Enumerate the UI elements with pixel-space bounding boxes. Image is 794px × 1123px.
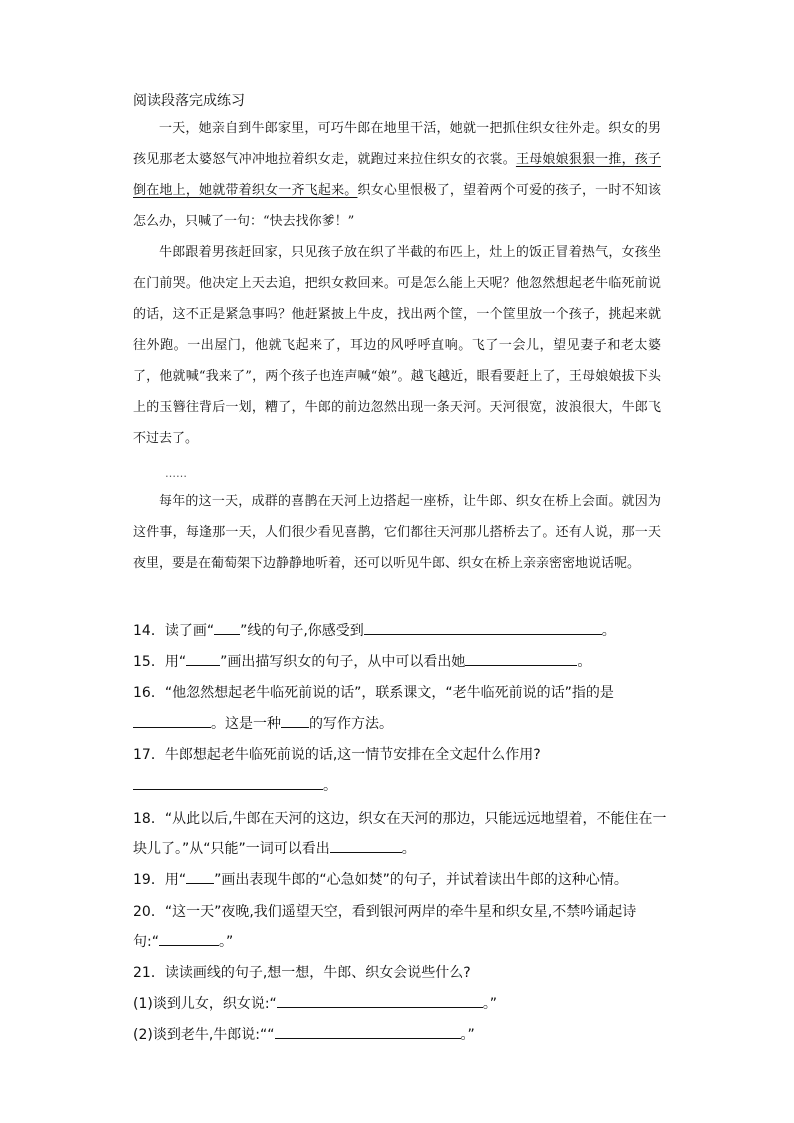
q21-sub2-blank[interactable]: [275, 1024, 461, 1039]
q14-blank-1[interactable]: [214, 620, 240, 635]
question-18-line-1: 18．“从此以后,牛郎在天河的这边，织女在天河的那边，只能远远地望着，不能住在一: [133, 811, 667, 827]
q16-blank-2[interactable]: [281, 713, 309, 728]
q21-sub1-text-c: 。”: [482, 996, 498, 1012]
q20-text-a: 句:“: [133, 934, 159, 950]
q15-blank-2[interactable]: [465, 651, 577, 666]
question-17-line-2: [133, 775, 337, 795]
question-21-line-1: 21．读读画线的句子,想一想，牛郎、织女会说些什么?: [133, 965, 471, 981]
q17-blank[interactable]: [133, 775, 323, 790]
q20-blank[interactable]: [159, 931, 219, 946]
question-14: [133, 620, 616, 640]
passage-paragraph-3: 每年的这一天，成群的喜鹊在天河上边搭起一座桥，让牛郎、织女在桥上会面。就因为这件事，每逢那一天，人们很少看见喜鹊，它们都往天河那儿搭桥去了。还有人说，那一天夜里，要是在葡萄架下边静静地听着，还可以听见牛郎、织女在桥上亲亲密密地说话呢。: [133, 494, 661, 571]
q20-text-c: 。”: [218, 934, 234, 950]
q19-blank[interactable]: [186, 869, 214, 884]
q18-text-a: 块儿了。”从“只能”一词可以看出: [133, 841, 330, 857]
question-15: [133, 651, 591, 671]
question-17-line-1: 17．牛郎想起老牛临死前说的话,这一情节安排在全文起什么作用?: [133, 747, 541, 763]
q14-text-b: ”线的句子,你感受到: [240, 623, 364, 639]
ellipsis: ……: [165, 467, 187, 480]
q14-text-c: 。: [601, 623, 616, 639]
q16-text-b: 。这是一种: [211, 716, 281, 732]
question-20-line-2: [133, 931, 233, 951]
q21-sub2-text-a: (2)谈到老牛,牛郎说:““: [133, 1027, 275, 1043]
q18-text-c: 。: [401, 841, 416, 857]
q16-blank-1[interactable]: [133, 713, 211, 728]
question-21-sub-1: [133, 993, 497, 1013]
q15-text-a: 15．用“: [133, 654, 187, 670]
q18-blank[interactable]: [330, 838, 402, 853]
q14-blank-2[interactable]: [364, 620, 602, 635]
q15-blank-1[interactable]: [186, 651, 220, 666]
q19-text-b: ”画出表现牛郎的“心急如焚”的句子，并试着读出牛郎的这种心情。: [214, 872, 628, 888]
q14-text-a: 14．读了画“: [133, 623, 215, 639]
q19-text-a: 19．用“: [133, 872, 187, 888]
underlined-sentence: 王母娘娘狠狠一推，孩子倒在地上，她就带着织女一齐飞起来。: [133, 152, 661, 198]
passage-paragraph-2: 牛郎跟着男孩赶回家，只见孩子放在织了半截的布匹上，灶上的饭正冒着热气，女孩坐在门前哭。他决定上天去追，把织女救回来。可是怎么能上天呢？他忽然想起老牛临死前说的话，这不正是紧急事吗？他赶紧披上牛皮，找出两个筐，一个筐里放一个孩子，挑起来就往外跑。一出屋门，他就飞起来了，耳边的风呼呼直响。飞了一会儿，望见妻子和老太婆了，他就喊“我来了”，两个孩子也连声喊“娘”。越飞越近，眼看要赶上了，王母娘娘拔下头上的玉簪往背后一划，糟了，牛郎的前边忽然出现一条天河。天河很宽，波浪很大，牛郎飞不过去了。: [133, 245, 661, 446]
passage-paragraph-1: [133, 113, 661, 237]
question-21-sub-2: [133, 1024, 475, 1044]
question-16-line-1: 16．“他忽然想起老牛临死前说的话”，联系课文，“老牛临死前说的话”指的是: [133, 685, 614, 701]
q15-text-b: ”画出描写织女的句子，从中可以看出她: [220, 654, 466, 670]
question-18-line-2: [133, 838, 416, 858]
question-20-line-1: 20．“这一天”夜晚,我们遥望天空，看到银河两岸的牵牛星和织女星,不禁吟诵起诗: [133, 904, 637, 920]
q15-text-c: 。: [577, 654, 592, 670]
q17-text-c: 。: [323, 778, 337, 794]
p1-text-before: 一天，她亲自到牛郎家里，可巧牛郎在地里干活，她就一把抓住织女往外走。织女的男孩见那老太婆怒气冲冲地拉着织女走，就跑过来拉住织女的衣裳。: [133, 121, 661, 167]
question-16-line-2: [133, 713, 393, 733]
section-title: 阅读段落完成练习: [133, 93, 245, 109]
p1-text-after: 织女心里恨极了，望着两个可爱的孩子，一时不知该怎么办，只喊了一句：“快去找你爹！”: [133, 183, 661, 229]
q21-sub1-text-a: (1)谈到儿女，织女说:“: [133, 996, 277, 1012]
q16-text-c: 的写作方法。: [309, 716, 393, 732]
q21-sub1-blank[interactable]: [277, 993, 483, 1008]
question-19: [133, 869, 628, 889]
q21-sub2-text-c: 。”: [460, 1027, 475, 1043]
